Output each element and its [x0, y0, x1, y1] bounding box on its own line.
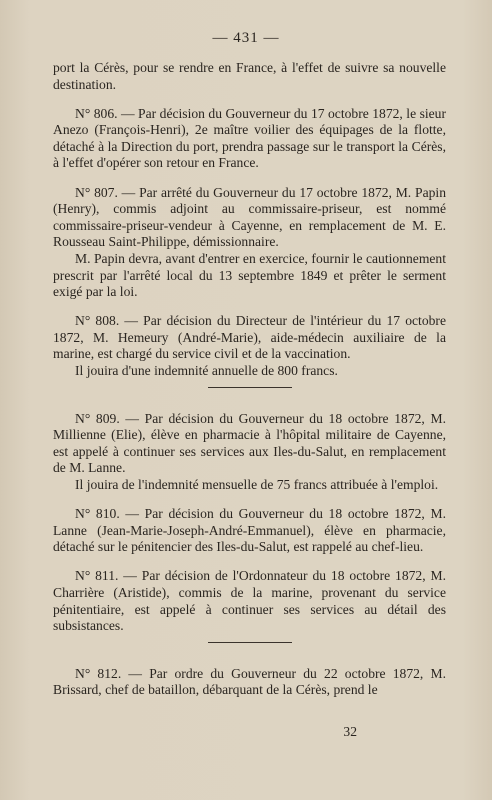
paragraph-808: N° 808. — Par décision du Directeur de l'intérieur du 17 octobre 1872, M. Hemeury (André-Marie), aide-médecin auxiliaire de la marine, est chargé du service civil et de la vaccination.	[53, 313, 446, 362]
paragraph-810: N° 810. — Par décision du Gouverneur du 18 octobre 1872, M. Lanne (Jean-Marie-Joseph-André-Emmanuel), élève en pharmacie, détaché sur le pénitencier des Iles-du-Salut, est rappelé au chef-lieu.	[53, 506, 446, 555]
paragraph-809-continued: Il jouira de l'indemnité mensuelle de 75 francs attribuée à l'emploi.	[75, 476, 439, 492]
paragraph-808-continued: Il jouira d'une indemnité annuelle de 800 francs.	[75, 363, 338, 378]
document-body	[53, 60, 446, 699]
page-number-header: — 431 —	[212, 30, 280, 46]
paragraph-807: N° 807. — Par arrêté du Gouverneur du 17 octobre 1872, M. Papin (Henry), commis adjoint au commissaire-priseur, est nommé commissaire-priseur-vendeur à Cayenne, en remplacement de M. E. Rousseau Saint-Philippe, démissionnaire.	[53, 184, 446, 250]
signature-mark: 32	[343, 724, 357, 739]
paragraph-809: N° 809. — Par décision du Gouverneur du 18 octobre 1872, M. Millienne (Elie), élève en pharmacie à l'hôpital militaire de Cayenne, est appelé à continuer ses services aux Iles-du-Salut, en remplacement de M. Lanne.	[53, 410, 446, 476]
paragraph-811: N° 811. — Par décision de l'Ordonnateur du 18 octobre 1872, M. Charrière (Aristide), commis de la marine, provenant du service pénitentiaire, est appelé à continuer ses services au détail des subsistances.	[53, 568, 446, 634]
paragraph-812: N° 812. — Par ordre du Gouverneur du 22 octobre 1872, M. Brissard, chef de bataillon, débarquant de la Cérès, prend le	[53, 665, 446, 698]
paragraph-continuation: port la Cérès, pour se rendre en France, à l'effet de suivre sa nouvelle destination.	[53, 60, 446, 92]
paragraph-806: N° 806. — Par décision du Gouverneur du 17 octobre 1872, le sieur Anezo (François-Henri), 2e maître voilier des équipages de la flotte, détaché à la Direction du port, prendra passage sur le transport la Cérès, à l'effet d'opérer son retour en France.	[53, 105, 446, 171]
paragraph-807-continued: M. Papin devra, avant d'entrer en exercice, fournir le cautionnement prescrit par l'arrêté local du 13 septembre 1849 et prêter le serment exigé par la loi.	[53, 250, 446, 300]
